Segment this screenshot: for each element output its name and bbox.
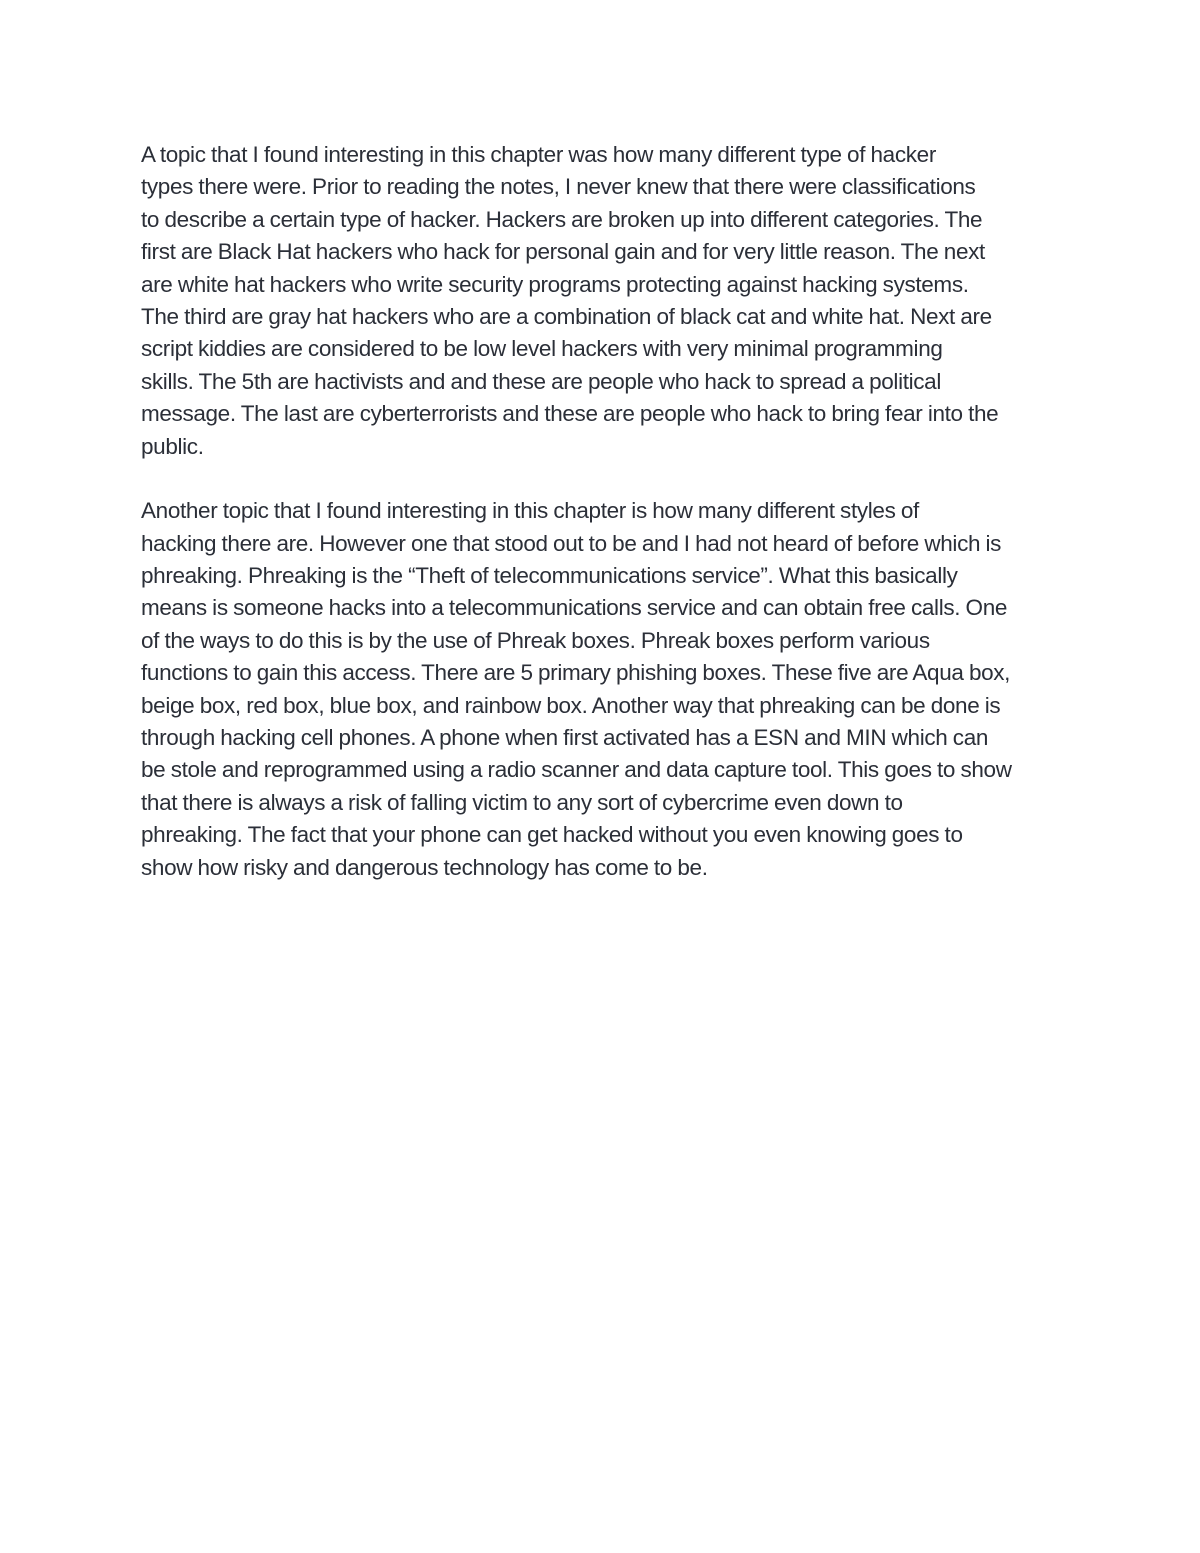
text-line: message. The last are cyberterrorists and these are people who hack to bring fear into the <box>141 401 999 427</box>
text-line: of the ways to do this is by the use of Phreak boxes. Phreak boxes perform various <box>141 627 930 653</box>
text-line: Another topic that I found interesting in this chapter is how many different styles of <box>141 498 919 524</box>
document-body <box>141 139 1066 884</box>
text-line: first are Black Hat hackers who hack for personal gain and for very little reason. The next <box>141 239 985 265</box>
text-line: be stole and reprogrammed using a radio scanner and data capture tool. This goes to show <box>141 757 1012 783</box>
text-line: public. <box>141 433 204 459</box>
text-line: to describe a certain type of hacker. Hackers are broken up into different categories. The <box>141 206 983 232</box>
text-line: beige box, red box, blue box, and rainbow box. Another way that phreaking can be done is <box>141 692 1001 718</box>
text-line: phreaking. The fact that your phone can get hacked without you even knowing goes to <box>141 822 963 848</box>
text-line: A topic that I found interesting in this chapter was how many different type of hacker <box>141 142 936 167</box>
text-line: hacking there are. However one that stood out to be and I had not heard of before which is <box>141 530 1002 556</box>
text-line: skills. The 5th are hactivists and and these are people who hack to spread a political <box>141 368 941 394</box>
paragraph-gap <box>141 463 1066 495</box>
text-line: types there were. Prior to reading the notes, I never knew that there were classifications <box>141 174 976 200</box>
text-line: show how risky and dangerous technology has come to be. <box>141 854 708 880</box>
text-line: functions to gain this access. There are 5 primary phishing boxes. These five are Aqua box, <box>141 660 1011 686</box>
text-line: that there is always a risk of falling victim to any sort of cybercrime even down to <box>141 789 903 815</box>
text-line: phreaking. Phreaking is the “Theft of telecommunications service”. What this basically <box>141 563 958 589</box>
text-line: means is someone hacks into a telecommunications service and can obtain free calls. One <box>141 595 1008 621</box>
text-line: are white hat hackers who write security programs protecting against hacking systems. <box>141 271 969 297</box>
text-line: script kiddies are considered to be low level hackers with very minimal programming <box>141 336 943 362</box>
paragraph-hacker-types <box>141 139 1066 463</box>
paragraph-phreaking <box>141 495 1066 884</box>
text-line: through hacking cell phones. A phone when first activated has a ESN and MIN which can <box>141 725 989 751</box>
text-line: The third are gray hat hackers who are a combination of black cat and white hat. Next are <box>141 303 992 329</box>
